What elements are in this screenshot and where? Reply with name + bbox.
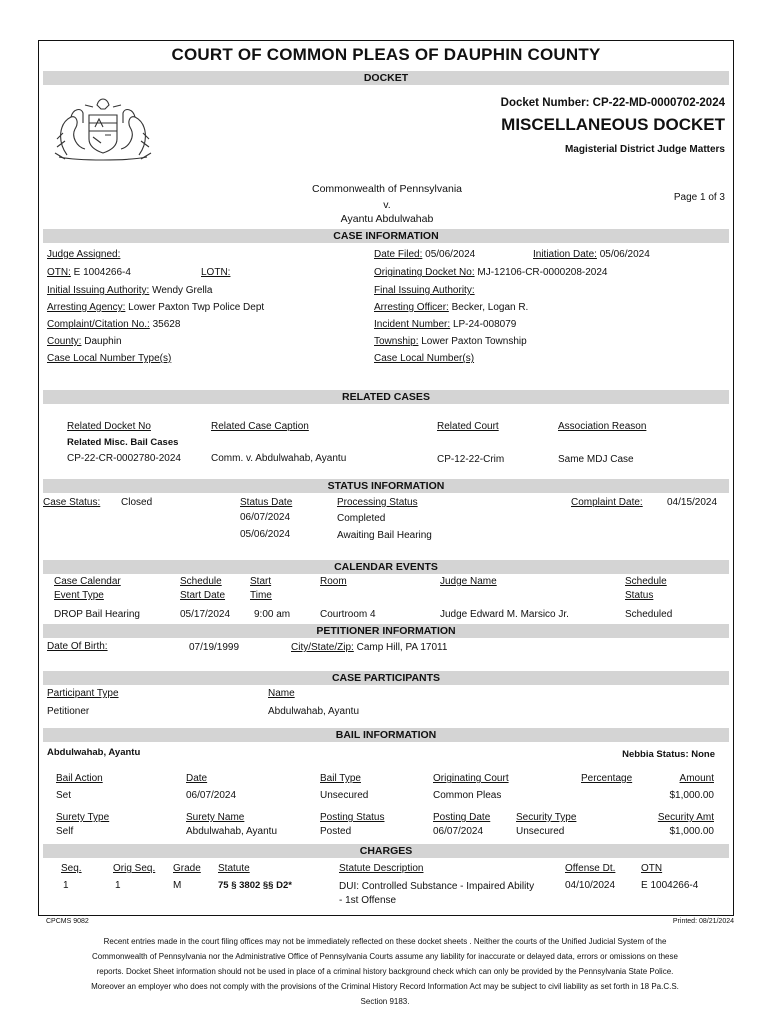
related-court-header: Related Court	[437, 421, 499, 432]
amount-value: $1,000.00	[669, 790, 714, 801]
originating-court-header: Originating Court	[433, 773, 509, 784]
related-docket-value: CP-22-CR-0002780-2024	[67, 453, 181, 464]
judge-name-value: Judge Edward M. Marsico Jr.	[440, 609, 569, 620]
processing-status-2: Awaiting Bail Hearing	[337, 530, 432, 541]
arresting-agency-value: Lower Paxton Twp Police Dept	[128, 302, 265, 313]
participant-name-value: Abdulwahab, Ayantu	[268, 706, 360, 717]
city-state-zip-label: City/State/Zip:	[291, 642, 354, 653]
disclaimer-text: Recent entries made in the court filing offices may not be immediately reflected on these docket sheets . Neither the courts of the Unified Judicial System of the Commonwealth of Pennsylvania nor the Administrative Office of Pennsylvania Courts assume any liability for inaccurate or delayed data, errors or omissions on these reports. Docket Sheet information should not be used in place of a criminal history background check which can only be provided by the Pennsylvania State Police. Moreover an employer who does not comply with the provisions of the Criminal History Record Information Act may be subject to civil liability as set forth in 18 Pa.C.S. Section 9183.	[91, 937, 679, 1006]
charge-description-value-2: - 1st Offense	[339, 895, 397, 906]
initial-authority-label: Initial Issuing Authority:	[47, 285, 150, 296]
participant-type-value: Petitioner	[47, 706, 90, 717]
schedule-status-value: Scheduled	[625, 609, 673, 620]
caption-line-1: Commonwealth of Pennsylvania	[312, 183, 462, 195]
charge-grade-header: Grade	[173, 863, 201, 874]
room-header: Room	[320, 576, 347, 587]
nebbia-status: Nebbia Status: None	[622, 749, 715, 760]
date-of-birth-label: Date Of Birth:	[47, 641, 108, 652]
charge-grade-value: M	[173, 880, 182, 891]
charge-statute-header: Statute	[218, 863, 250, 874]
schedule-start-date-header-1: Schedule	[180, 576, 222, 587]
charge-seq-header: Seq.	[61, 863, 82, 874]
security-type-header: Security Type	[516, 812, 577, 823]
calendar-event-type-value: DROP Bail Hearing	[54, 609, 140, 620]
security-amount-value: $1,000.00	[669, 826, 714, 837]
originating-court-value: Common Pleas	[433, 790, 502, 801]
initial-authority-value: Wendy Grella	[152, 285, 213, 296]
charge-description-header: Statute Description	[339, 863, 424, 874]
county-label: County:	[47, 336, 82, 347]
page-indicator: Page 1 of 3	[673, 192, 725, 203]
percentage-header: Percentage	[581, 773, 633, 784]
related-group-label: Related Misc. Bail Cases	[67, 437, 179, 448]
bail-action-value: Set	[56, 790, 72, 801]
case-local-number-type-label: Case Local Number Type(s)	[47, 353, 172, 364]
incident-number-label: Incident Number:	[374, 319, 451, 330]
incident-number-value: LP-24-008079	[452, 319, 517, 330]
calendar-event-type-header-1: Case Calendar	[54, 576, 121, 587]
start-time-header-1: Start	[250, 576, 272, 587]
initiation-date-value: 05/06/2024	[599, 249, 650, 260]
judge-name-header: Judge Name	[440, 576, 497, 587]
status-date-2: 05/06/2024	[240, 529, 291, 540]
related-docket-header: Related Docket No	[67, 421, 151, 432]
case-status-label: Case Status:	[43, 497, 101, 508]
charge-otn-header: OTN	[641, 863, 663, 874]
charge-description-value-1: DUI: Controlled Substance - Impaired Ability	[339, 881, 535, 892]
start-time-header-2: Time	[250, 590, 272, 601]
court-title: COURT OF COMMON PLEAS OF DAUPHIN COUNTY	[171, 45, 601, 64]
originating-docket-label: Originating Docket No:	[374, 267, 475, 278]
security-amount-header: Security Amt	[657, 812, 714, 823]
start-time-value: 9:00 am	[254, 609, 291, 620]
charge-statute-value: 75 § 3802 §§ D2*	[218, 880, 292, 891]
surety-name-header: Surety Name	[186, 812, 245, 823]
complaint-date-label: Complaint Date:	[571, 497, 643, 508]
status-date-header: Status Date	[240, 497, 293, 508]
originating-docket-value: MJ-12106-CR-0000208-2024	[477, 267, 608, 278]
amount-header: Amount	[679, 773, 714, 784]
initiation-date-label: Initiation Date:	[533, 249, 597, 260]
charges-band: CHARGES	[43, 844, 729, 858]
participant-type-header: Participant Type	[47, 688, 119, 699]
related-cases-band: RELATED CASES	[43, 390, 729, 404]
arresting-officer-value: Becker, Logan R.	[451, 302, 529, 313]
bail-date-value: 06/07/2024	[186, 790, 237, 801]
docket-band: DOCKET	[43, 71, 729, 85]
charge-orig-seq-header: Orig Seq.	[113, 863, 156, 874]
date-of-birth-value: 07/19/1999	[189, 642, 240, 653]
docket-number: Docket Number: CP-22-MD-0000702-2024	[500, 97, 725, 109]
association-reason-value: Same MDJ Case	[558, 454, 634, 465]
printed-date: Printed: 08/21/2024	[672, 918, 734, 925]
township-label: Township:	[374, 336, 419, 347]
related-caption-header: Related Case Caption	[211, 421, 309, 432]
bail-type-header: Bail Type	[320, 773, 361, 784]
surety-type-header: Surety Type	[56, 812, 110, 823]
schedule-status-header-1: Schedule	[625, 576, 667, 587]
charge-offense-date-value: 04/10/2024	[565, 880, 616, 891]
posting-date-header: Posting Date	[433, 812, 491, 823]
otn-value: E 1004266-4	[73, 267, 131, 278]
posting-date-value: 06/07/2024	[433, 826, 484, 837]
charge-orig-seq-value: 1	[115, 880, 121, 891]
petitioner-information-band: PETITIONER INFORMATION	[43, 624, 729, 638]
calendar-events-band: CALENDAR EVENTS	[43, 560, 729, 574]
room-value: Courtroom 4	[320, 609, 376, 620]
county-value: Dauphin	[84, 336, 122, 347]
related-caption-value: Comm. v. Abdulwahab, Ayantu	[211, 453, 347, 464]
caption-line-3: Ayantu Abdulwahab	[340, 213, 434, 225]
participant-name-header: Name	[268, 688, 295, 699]
case-participants-band: CASE PARTICIPANTS	[43, 671, 729, 685]
bail-action-header: Bail Action	[56, 773, 103, 784]
posting-status-value: Posted	[320, 826, 352, 837]
complaint-date-value: 04/15/2024	[667, 497, 718, 508]
city-state-zip-value: Camp Hill, PA 17011	[356, 642, 448, 653]
docket-type: MISCELLANEOUS DOCKET	[501, 115, 725, 134]
case-information-band: CASE INFORMATION	[43, 229, 729, 243]
case-status-value: Closed	[121, 497, 153, 508]
lotn-label: LOTN:	[201, 267, 231, 278]
otn-label: OTN:	[47, 267, 71, 278]
pennsylvania-coat-of-arms-icon	[49, 93, 157, 163]
surety-type-value: Self	[56, 826, 74, 837]
bail-information-band: BAIL INFORMATION	[43, 728, 729, 742]
processing-status-header: Processing Status	[337, 497, 418, 508]
charge-offense-date-header: Offense Dt.	[565, 863, 616, 874]
schedule-start-date-value: 05/17/2024	[180, 609, 231, 620]
related-court-value: CP-12-22-Crim	[437, 454, 505, 465]
status-information-band: STATUS INFORMATION	[43, 479, 729, 493]
schedule-status-header-2: Status	[625, 590, 654, 601]
arresting-officer-label: Arresting Officer:	[374, 302, 449, 313]
township-value: Lower Paxton Township	[421, 336, 527, 347]
bail-date-header: Date	[186, 773, 208, 784]
charge-otn-value: E 1004266-4	[641, 880, 699, 891]
security-type-value: Unsecured	[516, 826, 565, 837]
calendar-event-type-header-2: Event Type	[54, 590, 104, 601]
final-authority-label: Final Issuing Authority:	[374, 285, 475, 296]
processing-status-1: Completed	[337, 513, 386, 524]
complaint-number-value: 35628	[152, 319, 181, 330]
case-local-numbers-label: Case Local Number(s)	[374, 353, 475, 364]
bail-type-value: Unsecured	[320, 790, 369, 801]
docket-frame	[38, 40, 734, 916]
posting-status-header: Posting Status	[320, 812, 385, 823]
schedule-start-date-header-2: Start Date	[180, 590, 226, 601]
complaint-number-label: Complaint/Citation No.:	[47, 319, 150, 330]
arresting-agency-label: Arresting Agency:	[47, 302, 126, 313]
docket-subtitle: Magisterial District Judge Matters	[564, 144, 725, 155]
date-filed-value: 05/06/2024	[425, 249, 476, 260]
bail-person-name: Abdulwahab, Ayantu	[47, 747, 141, 758]
association-reason-header: Association Reason	[558, 421, 647, 432]
form-number: CPCMS 9082	[46, 918, 89, 925]
caption-line-2: v.	[383, 199, 391, 211]
status-date-1: 06/07/2024	[240, 512, 291, 523]
date-filed-label: Date Filed:	[374, 249, 423, 260]
surety-name-value: Abdulwahab, Ayantu	[186, 826, 278, 837]
judge-label: Judge Assigned:	[47, 249, 121, 260]
charge-seq-value: 1	[63, 880, 69, 891]
